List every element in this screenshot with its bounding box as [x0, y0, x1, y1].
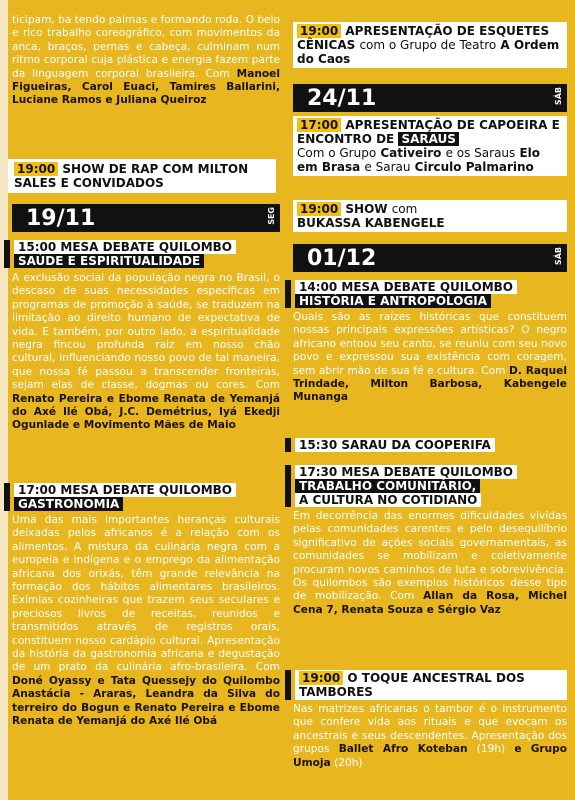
event-trabalho-title [295, 465, 567, 507]
date-19-11: 19/11 [26, 205, 96, 231]
event-historia-heading: MESA DEBATE QUILOMBO [341, 280, 513, 294]
page-edge-strip [0, 0, 8, 800]
event-capoeira-heading: APRESENTAÇÃO DE CAPOEIRA E ENCONTRO DE [297, 118, 560, 146]
event-historia-names: D. Raquel Trindade, Milton Barbosa, Kabengele Munanga [293, 364, 567, 404]
event-show-title [293, 200, 567, 232]
event-tambores-hour1: (19h) [476, 743, 506, 756]
event-sarau-time: 15:30 [299, 438, 338, 452]
event-trabalho-heading: MESA DEBATE QUILOMBO [341, 465, 513, 479]
event-gastronomia-time: 17:00 [18, 483, 57, 497]
event-saude-text: A exclusão social da população negra no Brasil, o descaso de suas necessidades específicas em programas de promoção à saúde, se traduzem na limitação ao direito humano de expectativa de vida. E também, por outro lado, a espiritualidade negra fincou profunda raiz em nosso chão cultural, influenciando nosso povo de tal maneira, que nossa fé passou a transcender fronteiras, sejam elas de classe, dogmas ou cores. Com [12, 272, 280, 392]
event-esquetes-time: 19:00 [297, 24, 341, 38]
intro-section [12, 14, 280, 108]
event-tambores-text: Nas matrizes africanas o tambor é o instrumento que confere vida aos rituais e que evocam os ancestrais e seus descendentes. Apresentação dos grupos [293, 703, 567, 756]
event-capoeira [293, 116, 567, 176]
event-historia [293, 280, 567, 405]
event-saude-time: 15:00 [18, 240, 57, 254]
event-capoeira-sarau1: Elo em Brasa [297, 146, 541, 174]
event-saude [12, 240, 280, 433]
event-tambores-group1: Ballet Afro Koteban [338, 743, 468, 756]
intro-paragraph [12, 14, 280, 108]
event-saude-heading: MESA DEBATE QUILOMBO [60, 240, 232, 254]
event-historia-paragraph [293, 311, 567, 405]
date-bar-01-12 [293, 244, 567, 272]
event-capoeira-group: Cativeiro [380, 146, 442, 160]
event-gastronomia-heading: MESA DEBATE QUILOMBO [60, 483, 232, 497]
event-saude-paragraph [12, 272, 280, 433]
event-capoeira-text3: e Sarau [364, 160, 411, 174]
event-show-time: 19:00 [297, 202, 341, 216]
weekday-sab-1: SÁB [554, 87, 563, 106]
date-bar-24-11 [293, 84, 567, 112]
event-sarau-title [295, 438, 567, 452]
event-capoeira-saraus: SARAUS [398, 132, 458, 146]
rap-title: SHOW DE RAP COM MILTON SALES E CONVIDADOS [14, 162, 249, 190]
date-24-11: 24/11 [307, 85, 377, 111]
event-show-artist: BUKASSA KABENGELE [297, 216, 445, 230]
event-gastronomia [12, 483, 280, 729]
event-trabalho-names: Allan da Rosa, Michel Cena 7, Renata Souza e Sérgio Vaz [293, 590, 567, 616]
intro-names: Manoel Figueiras, Carol Euaci, Tamires Ballarini, Luciane Ramos e Juliana Queiroz [12, 67, 280, 107]
event-tambores-title [295, 670, 567, 700]
intro-text: ticipam, ba tendo palmas e formando roda. O belo e rico trabalho coreográfico, com movimentos da anca, braços, pernas e cabeça, culminam num ritmo corporal cuja plástica e energia fazem parte da linguagem corporal brasileira. Com [12, 14, 280, 80]
weekday-seg: SEG [267, 207, 276, 225]
event-gastronomia-names: Doné Oyassy e Tata Quessejy do Quilombo Anastácia - Araras, Leandra da Silva do terreiro do Bogun e Renato Pereira e Ebome Renata de Yemanjá do Axé Ilé Obá [12, 674, 280, 728]
event-show-com: com [391, 202, 418, 216]
event-esquetes-title [293, 22, 567, 68]
rap-show-box [8, 159, 276, 193]
event-esquetes-heading: APRESENTAÇÃO DE ESQUETES CÊNICAS [297, 24, 550, 52]
event-gastronomia-paragraph [12, 514, 280, 729]
rap-time: 19:00 [14, 162, 58, 176]
event-tambores-time: 19:00 [299, 671, 343, 685]
event-esquetes [293, 22, 567, 68]
event-capoeira-sarau2: Circulo Palmarino [414, 160, 534, 174]
event-trabalho-subtitle2: A CULTURA NO COTIDIANO [295, 493, 481, 507]
event-saude-subtitle: SAÚDE E ESPIRITUALIDADE [14, 254, 204, 268]
event-historia-subtitle: HISTÓRIA E ANTROPOLOGIA [295, 294, 491, 308]
event-tambores-heading: O TOQUE ANCESTRAL DOS TAMBORES [299, 671, 525, 699]
event-show-bukassa [293, 200, 567, 232]
event-historia-time: 14:00 [299, 280, 338, 294]
date-bar-19-11 [12, 204, 280, 232]
event-saude-names: Renato Pereira e Ebome Renata de Yemanjá do Axé Ilé Obá, J.C. Demétrius, Iyá Ekedji Ogunlade e Movimento Mães de Maio [12, 392, 280, 432]
date-01-12: 01/12 [307, 245, 377, 271]
event-capoeira-time: 17:00 [297, 118, 341, 132]
event-gastronomia-text: Uma das mais importantes heranças culturais deixadas pelos africanos é a relação com os alimentos. A mistura da culinária negra com a europeia e indígena e o emprego da alimentação africana dos orixás, têm grande relevância na formação dos hábitos alimentares brasileiros. Exímias cozinheiras que trazem seus seculares e preciosos livros de receitas, reunidos e transmitidos através de registros orais, constituem nosso cardápio cultural. Apresentação da história da gastronomia africana e degustação de um prato da culinária afro-brasileira. Com [12, 514, 280, 674]
event-saude-title [14, 240, 280, 268]
weekday-sab-2: SÁB [554, 247, 563, 266]
event-capoeira-text2: e os Saraus [445, 146, 516, 160]
event-tambores [293, 670, 567, 770]
event-trabalho-paragraph [293, 510, 567, 617]
event-tambores-paragraph [293, 703, 567, 770]
event-tambores-and: e [514, 743, 522, 756]
event-tambores-group2: Grupo Umoja [293, 743, 568, 769]
event-trabalho [293, 465, 567, 617]
event-show-heading: SHOW [345, 202, 388, 216]
event-sarau-cooperifa [293, 438, 567, 452]
event-gastronomia-subtitle: GASTRONOMIA [14, 497, 123, 511]
event-esquetes-text: com o Grupo de Teatro [359, 38, 497, 52]
event-sarau-heading: SARAU DA COOPERIFA [341, 438, 491, 452]
event-gastronomia-title [14, 483, 280, 511]
event-trabalho-subtitle: TRABALHO COMUNITÁRIO, [295, 479, 480, 493]
event-capoeira-title [293, 116, 567, 176]
event-esquetes-group: A Ordem do Caos [297, 38, 560, 66]
event-historia-title [295, 280, 567, 308]
event-tambores-hour2: (20h) [334, 756, 363, 769]
event-historia-text: Quais são as raízes históricas que constituem nossas principais expressões artísticas? O negro africano entoou seu canto, se reuniu com seu novo povo e expressou sua existência com coragem, sem abrir mão de sua fé e cultura. Com [293, 311, 567, 377]
event-trabalho-text: Em decorrência das enormes dificuldades vividas pelas comunidades carentes e pelo desequilíbrio significativo de ações sociais governamentais, as comunidades se mobilizam e coletivamente procuram novos caminhos de luta e sobrevivência. Os quilombos são exemplos históricos desse tipo de mobilização. Com [293, 510, 567, 603]
event-capoeira-text1: Com o Grupo [297, 146, 377, 160]
event-trabalho-time: 17:30 [299, 465, 338, 479]
